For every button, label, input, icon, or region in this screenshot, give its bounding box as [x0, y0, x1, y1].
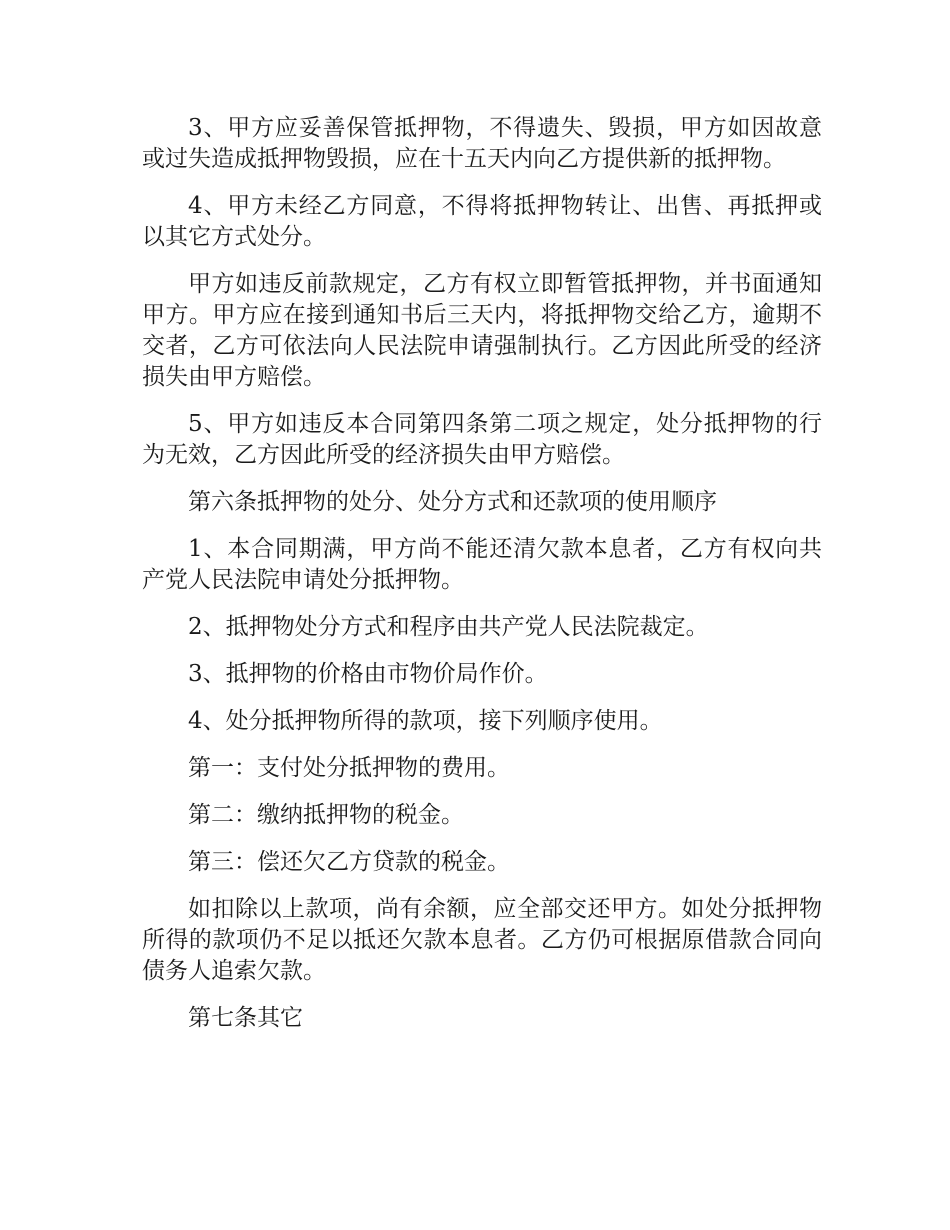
section-heading-article-7: 第七条其它 — [188, 1005, 303, 1031]
paragraph-article-6-item-3: 3、抵押物的价格由市物价局作价。 — [188, 661, 548, 687]
paragraph-clause-4-transfer: 4、甲方未经乙方同意，不得将抵押物转让、出售、再抵押或以其它方式处分。 — [142, 193, 822, 250]
paragraph-clause-3-custody: 3、甲方应妥善保管抵押物，不得遗失、毁损，甲方如因故意或过失造成抵押物毁损，应在十五天内向乙方提供新的抵押物。 — [142, 115, 822, 172]
paragraph-violation-remedy: 甲方如违反前款规定，乙方有权立即暂管抵押物，并书面通知甲方。甲方应在接到通知书后三天内，将抵押物交给乙方，逾期不交者，乙方可依法向人民法院申请强制执行。乙方因此所受的经济损失由甲方赔偿。 — [142, 271, 822, 390]
paragraph-clause-5-invalid-disposal: 5、甲方如违反本合同第四条第二项之规定，处分抵押物的行为无效，乙方因此所受的经济损失由甲方赔偿。 — [142, 411, 822, 468]
paragraph-article-6-item-1: 1、本合同期满，甲方尚不能还清欠款本息者，乙方有权向共产党人民法院申请处分抵押物。 — [142, 536, 822, 593]
paragraph-remaining-balance: 如扣除以上款项，尚有余额，应全部交还甲方。如处分抵押物所得的款项仍不足以抵还欠款本息者。乙方仍可根据原借款合同向债务人追索欠款。 — [142, 896, 822, 984]
document-body — [142, 113, 822, 1050]
paragraph-order-first: 第一：支付处分抵押物的费用。 — [188, 755, 510, 781]
section-heading-article-6: 第六条抵押物的处分、处分方式和还款项的使用顺序 — [188, 489, 717, 515]
paragraph-order-third: 第三：偿还欠乙方贷款的税金。 — [188, 849, 510, 875]
paragraph-article-6-item-2: 2、抵押物处分方式和程序由共产党人民法院裁定。 — [188, 614, 709, 640]
paragraph-article-6-item-4: 4、处分抵押物所得的款项，接下列顺序使用。 — [188, 708, 663, 734]
paragraph-order-second: 第二：缴纳抵押物的税金。 — [188, 802, 464, 828]
